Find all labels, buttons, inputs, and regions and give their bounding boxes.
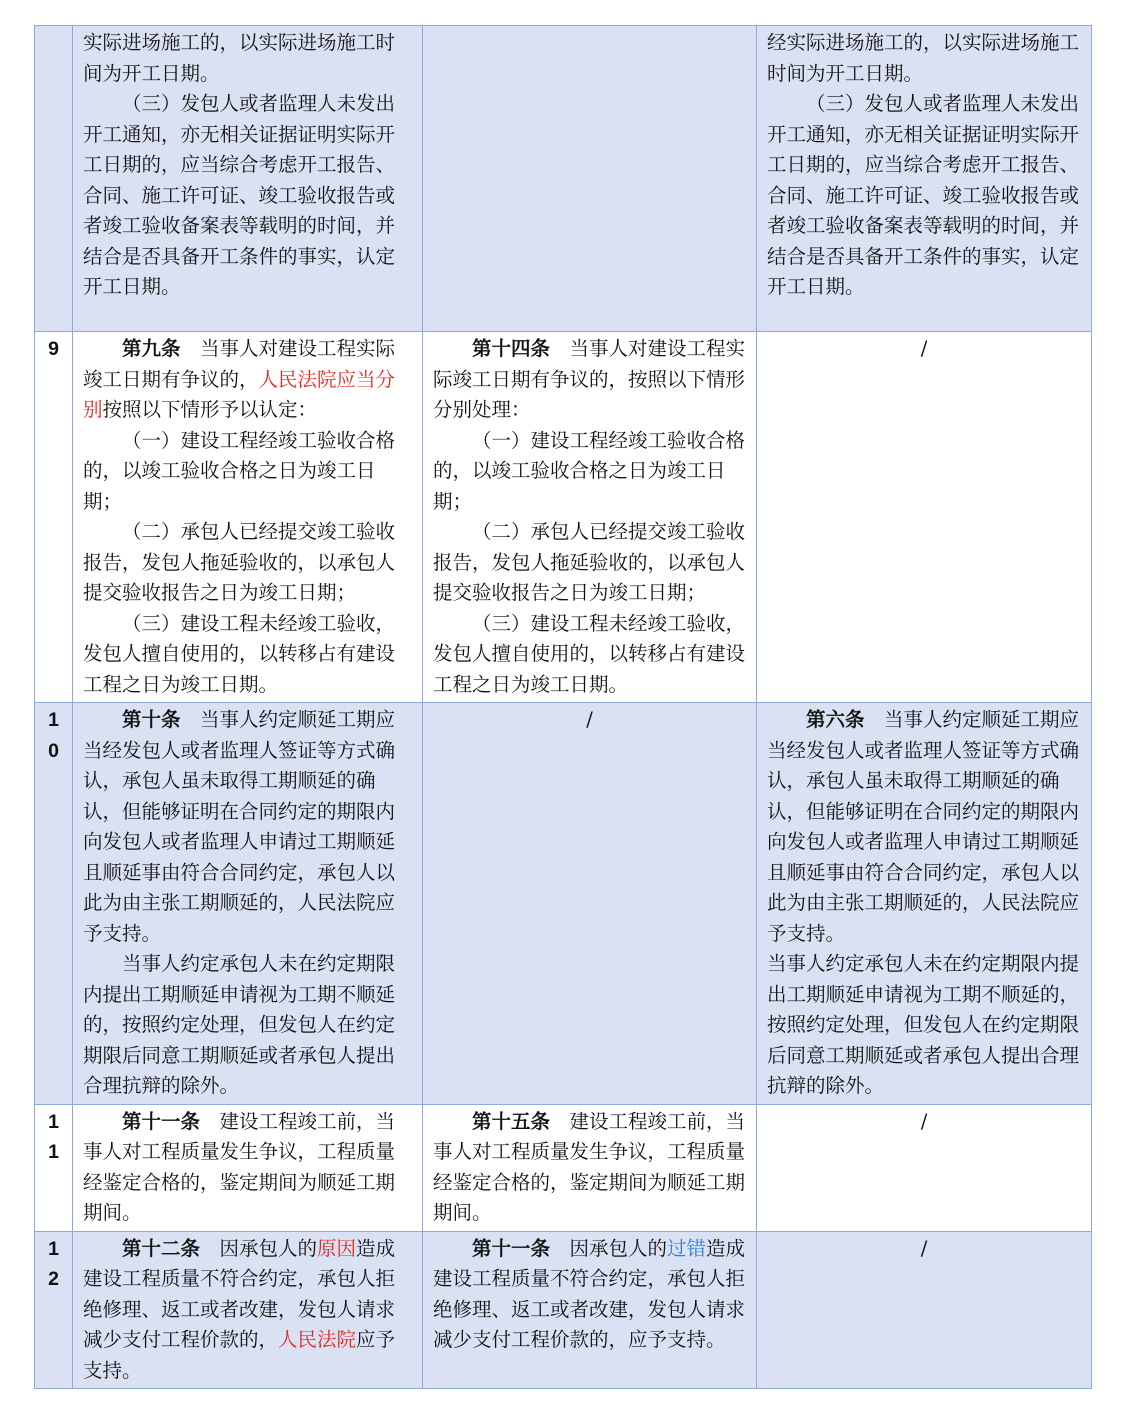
provision-text: （三）发包人或者监理人未发出开工通知，亦无相关证据证明实际开工日期的，应当综合考虑开工报告、合同、施工许可证、竣工验收报告或者竣工验收备案表等载明的时间，并结合是否具备开工条件的事实，认定开工日期。 (767, 92, 1080, 298)
article-number: 第十二条 (122, 1236, 201, 1260)
provision-text: 因承包人的 (569, 1236, 668, 1260)
provision-lead (767, 705, 1081, 949)
provision-item: （一）建设工程经竣工验收合格的，以竣工验收合格之日为竣工日期； (83, 428, 396, 513)
related-provision-cell: / (757, 332, 1092, 703)
table-row (35, 703, 1092, 1105)
provision-lead (433, 1107, 746, 1229)
deleted-text: 原因 (317, 1236, 357, 1260)
provision-lead (433, 1234, 746, 1356)
row-number: 10 (35, 703, 73, 1105)
article-number: 第十五条 (472, 1109, 551, 1133)
table-row (35, 332, 1092, 703)
provision-text: 经实际进场施工的，以实际进场施工时间为开工日期。 (767, 31, 1080, 85)
provision-text: 当事人约定顺延工期应当经发包人或者监理人签证等方式确认，承包人虽未取得工期顺延的确认，但能够证明在合同约定的期限内向发包人或者监理人申请过工期顺延且顺延事由符合合同约定，承包人以此为由主张工期顺延的，人民法院应予支持。 (767, 708, 1080, 945)
article-number: 第十一条 (472, 1236, 551, 1260)
provision-lead (83, 334, 412, 426)
provision-text: 建设工程竣工前，当事人对工程质量发生争议，工程质量经鉴定合格的，鉴定期间为顺延工期期间。 (83, 1109, 396, 1224)
provision-text: 建设工程竣工前，当事人对工程质量发生争议，工程质量经鉴定合格的，鉴定期间为顺延工期期间。 (433, 1109, 746, 1224)
provision-item: （二）承包人已经提交竣工验收报告，发包人拖延验收的，以承包人提交验收报告之日为竣工日期； (83, 520, 396, 604)
provision-item: （三）建设工程未经竣工验收，发包人擅自使用的，以转移占有建设工程之日为竣工日期。 (83, 611, 396, 696)
related-provision-cell (757, 26, 1092, 332)
provision-text: 当事人约定顺延工期应当经发包人或者监理人签证等方式确认，承包人虽未取得工期顺延的确认，但能够证明在合同约定的期限内向发包人或者监理人申请过工期顺延且顺延事由符合合同约定，承包人以此为由主张工期顺延的，人民法院应予支持。 (83, 708, 396, 945)
new-provision-cell (423, 1231, 757, 1389)
table-row (35, 1104, 1092, 1231)
comparison-table (34, 25, 1092, 1389)
article-number: 第十一条 (122, 1109, 201, 1133)
provision-lead (83, 1234, 412, 1387)
provision-lead (83, 705, 412, 949)
provision-text: 当事人对建设工程实际竣工日期有争议的， (83, 337, 396, 391)
provision-text: 造成建设工程质量不符合约定，承包人拒绝修理、返工或者改建，发包人请求减少支付工程价款的， (83, 1236, 396, 1351)
provision-item: （三）建设工程未经竣工验收，发包人擅自使用的，以转移占有建设工程之日为竣工日期。 (433, 611, 746, 696)
row-number: 9 (35, 332, 73, 703)
provision-text: 当事人对建设工程实际竣工日期有争议的，按照以下情形分别处理： (433, 337, 746, 421)
provision-item: （一）建设工程经竣工验收合格的，以竣工验收合格之日为竣工日期； (433, 428, 746, 513)
article-number: 第十条 (122, 708, 181, 731)
provision-text: 按照以下情形予以认定： (102, 398, 318, 421)
old-provision-cell (73, 26, 423, 332)
deleted-text: 人民法院 (278, 1328, 357, 1351)
new-provision-cell (423, 26, 757, 332)
provision-text: 当事人约定承包人未在约定期限内提出工期顺延申请视为工期不顺延的，按照约定处理，但发包人在约定期限后同意工期顺延或者承包人提出合理抗辩的除外。 (83, 952, 396, 1097)
row-number: 11 (35, 1104, 73, 1231)
row-number (35, 26, 73, 332)
provision-item: （二）承包人已经提交竣工验收报告，发包人拖延验收的，以承包人提交验收报告之日为竣工日期； (433, 520, 746, 604)
provision-text: 造成建设工程质量不符合约定，承包人拒绝修理、返工或者改建，发包人请求减少支付工程价款的，应予支持。 (433, 1236, 746, 1351)
related-provision-cell (757, 703, 1092, 1105)
deleted-text: 人民法院应当分别 (83, 367, 396, 421)
provision-text: 实际进场施工的，以实际进场施工时间为开工日期。 (83, 31, 396, 85)
table-row (35, 1231, 1092, 1389)
provision-text: 当事人约定承包人未在约定期限内提出工期顺延申请视为工期不顺延的，按照约定处理，但发包人在约定期限后同意工期顺延或者承包人提出合理抗辩的除外。 (767, 952, 1080, 1097)
old-provision-cell (73, 703, 423, 1105)
old-provision-cell (73, 1104, 423, 1231)
provision-text: 因承包人的 (219, 1236, 318, 1260)
new-provision-cell: / (423, 703, 757, 1105)
changed-text: 过错 (667, 1236, 707, 1260)
provision-text: 应予支持。 (83, 1328, 396, 1382)
old-provision-cell (73, 1231, 423, 1389)
row-number: 12 (35, 1231, 73, 1389)
old-provision-cell (73, 332, 423, 703)
article-number: 第十四条 (472, 337, 551, 360)
provision-lead (433, 334, 746, 426)
new-provision-cell (423, 332, 757, 703)
new-provision-cell (423, 1104, 757, 1231)
provision-lead (83, 1107, 412, 1229)
table-row (35, 26, 1092, 332)
related-provision-cell: / (757, 1104, 1092, 1231)
related-provision-cell: / (757, 1231, 1092, 1389)
article-number: 第六条 (806, 708, 865, 731)
provision-text: （三）发包人或者监理人未发出开工通知，亦无相关证据证明实际开工日期的，应当综合考虑开工报告、合同、施工许可证、竣工验收报告或者竣工验收备案表等载明的时间，并结合是否具备开工条件的事实，认定开工日期。 (83, 92, 396, 298)
article-number: 第九条 (122, 337, 181, 360)
